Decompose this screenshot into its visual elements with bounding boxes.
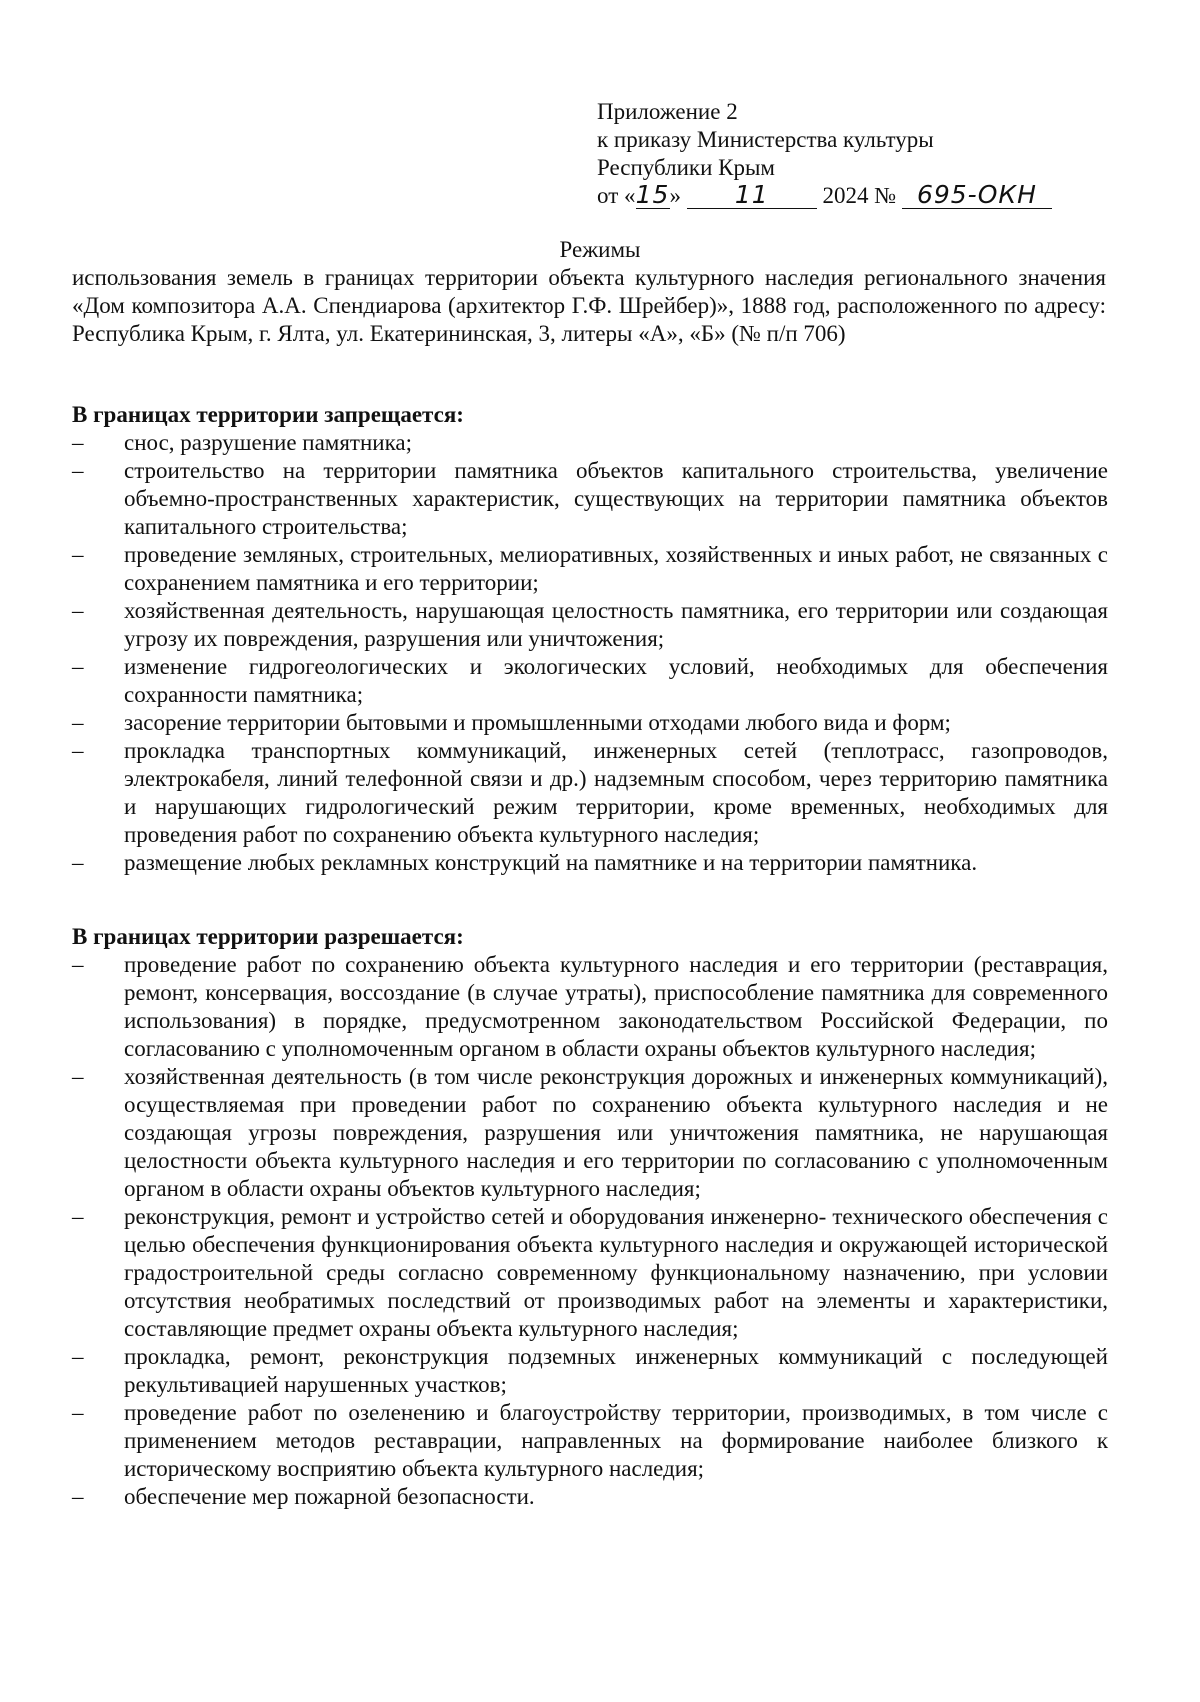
list-item-text: хозяйственная деятельность, нарушающая целостность памятника, его территории или создающая угрозу их повреждения, разрушения или уничтожения;	[124, 598, 1108, 651]
list-item-text: проведение земляных, строительных, мелиоративных, хозяйственных и иных работ, не связанных с сохранением памятника и его территории;	[124, 542, 1108, 595]
prohibited-heading: В границах территории запрещается:	[72, 402, 464, 427]
list-bullet: –	[72, 542, 84, 567]
list-item-text: размещение любых рекламных конструкций на памятнике и на территории памятника.	[124, 850, 978, 875]
appendix-header	[597, 98, 1137, 210]
list-item	[72, 541, 1108, 597]
prohibited-list	[72, 429, 1108, 877]
list-bullet: –	[72, 738, 84, 763]
list-item	[72, 1063, 1108, 1203]
list-bullet: –	[72, 430, 84, 455]
order-date-number	[597, 182, 1137, 210]
list-item	[72, 429, 1108, 457]
order-month: 11	[687, 182, 817, 209]
list-item	[72, 1343, 1108, 1399]
list-item	[72, 457, 1108, 541]
list-item	[72, 849, 1108, 877]
list-bullet: –	[72, 1484, 84, 1509]
order-day: 15	[635, 180, 670, 209]
order-year-label: 2024 №	[822, 183, 897, 208]
date-day-close: »	[669, 183, 681, 208]
list-item	[72, 951, 1108, 1063]
order-number: 695-ОКН	[902, 182, 1052, 209]
list-item-text: хозяйственная деятельность (в том числе реконструкция дорожных и инженерных коммуникаций), осуществляемая при проведении работ по сохранению объекта культурного наследия и не создающая угрозы повреждения, разрушения или уничтожения памятника, не нарушающая целостности объекта культурного наследия и его территории по согласованию с уполномоченным органом в области охраны объектов культурного наследия;	[124, 1064, 1108, 1201]
allowed-section	[72, 923, 1108, 1511]
list-item-text: засорение территории бытовыми и промышленными отходами любого вида и форм;	[124, 710, 951, 735]
list-item-text: строительство на территории памятника объектов капитального строительства, увеличение объемно-пространственных характеристик, существующих на территории памятника объектов капитального строительства;	[124, 458, 1108, 539]
prohibited-section	[72, 401, 1108, 877]
list-bullet: –	[72, 1204, 84, 1229]
list-bullet: –	[72, 654, 84, 679]
list-item-text: обеспечение мер пожарной безопасности.	[124, 1484, 535, 1509]
list-item	[72, 597, 1108, 653]
list-bullet: –	[72, 710, 84, 735]
list-item-text: снос, разрушение памятника;	[124, 430, 413, 455]
list-item-text: прокладка, ремонт, реконструкция подземных инженерных коммуникаций с последующей рекультивацией нарушенных участков;	[124, 1344, 1108, 1397]
list-item-text: изменение гидрогеологических и экологических условий, необходимых для обеспечения сохранности памятника;	[124, 654, 1108, 707]
list-item	[72, 653, 1108, 709]
list-item-text: прокладка транспортных коммуникаций, инженерных сетей (теплотрасс, газопроводов, электрокабеля, линий телефонной связи и др.) надземным способом, через территорию памятника и нарушающих гидрологический режим территории, кроме временных, необходимых для проведения работ по сохранению объекта культурного наследия;	[124, 738, 1108, 847]
list-bullet: –	[72, 598, 84, 623]
list-item-text: реконструкция, ремонт и устройство сетей и оборудования инженерно- технического обеспечения с целью обеспечения функционирования объекта культурного наследия и окружающей исторической градостроительной среды согласно современному функциональному назначению, при условии отсутствия необратимых последствий от производимых работ на элементы и характеристики, составляющие предмет охраны объекта культурного наследия;	[124, 1204, 1108, 1341]
list-item-text: проведение работ по озеленению и благоустройству территории, производимых, в том числе с применением методов реставрации, направленных на формирование наиболее близкого к историческому восприятию объекта культурного наследия;	[124, 1400, 1108, 1481]
list-bullet: –	[72, 1344, 84, 1369]
list-item	[72, 1483, 1108, 1511]
list-item	[72, 709, 1108, 737]
order-reference: к приказу Министерства культуры	[597, 127, 934, 152]
list-bullet: –	[72, 458, 84, 483]
date-prefix: от «	[597, 183, 636, 208]
order-issuer: Республики Крым	[597, 155, 775, 180]
allowed-heading: В границах территории разрешается:	[72, 924, 464, 949]
list-item	[72, 1203, 1108, 1343]
document-subject: использования земель в границах территории объекта культурного наследия регионального значения «Дом композитора А.А. Спендиарова (архитектор Г.Ф. Шрейбер)», 1888 год, расположенного по адресу: Республика Крым, г. Ялта, ул. Екатерининская, 3, литеры «А», «Б» (№ п/п 706)	[72, 265, 1106, 346]
list-bullet: –	[72, 952, 84, 977]
appendix-label: Приложение 2	[597, 99, 738, 124]
list-bullet: –	[72, 850, 84, 875]
list-item	[72, 1399, 1108, 1483]
list-bullet: –	[72, 1400, 84, 1425]
document-title: Режимы	[559, 237, 641, 262]
allowed-list	[72, 951, 1108, 1511]
list-item-text: проведение работ по сохранению объекта культурного наследия и его территории (реставрация, ремонт, консервация, воссоздание (в случае утраты), приспособление памятника для современного использования) в порядке, предусмотренном законодательством Российской Федерации, по согласованию с уполномоченным органом в области охраны объектов культурного наследия;	[124, 952, 1108, 1061]
list-bullet: –	[72, 1064, 84, 1089]
list-item	[72, 737, 1108, 849]
